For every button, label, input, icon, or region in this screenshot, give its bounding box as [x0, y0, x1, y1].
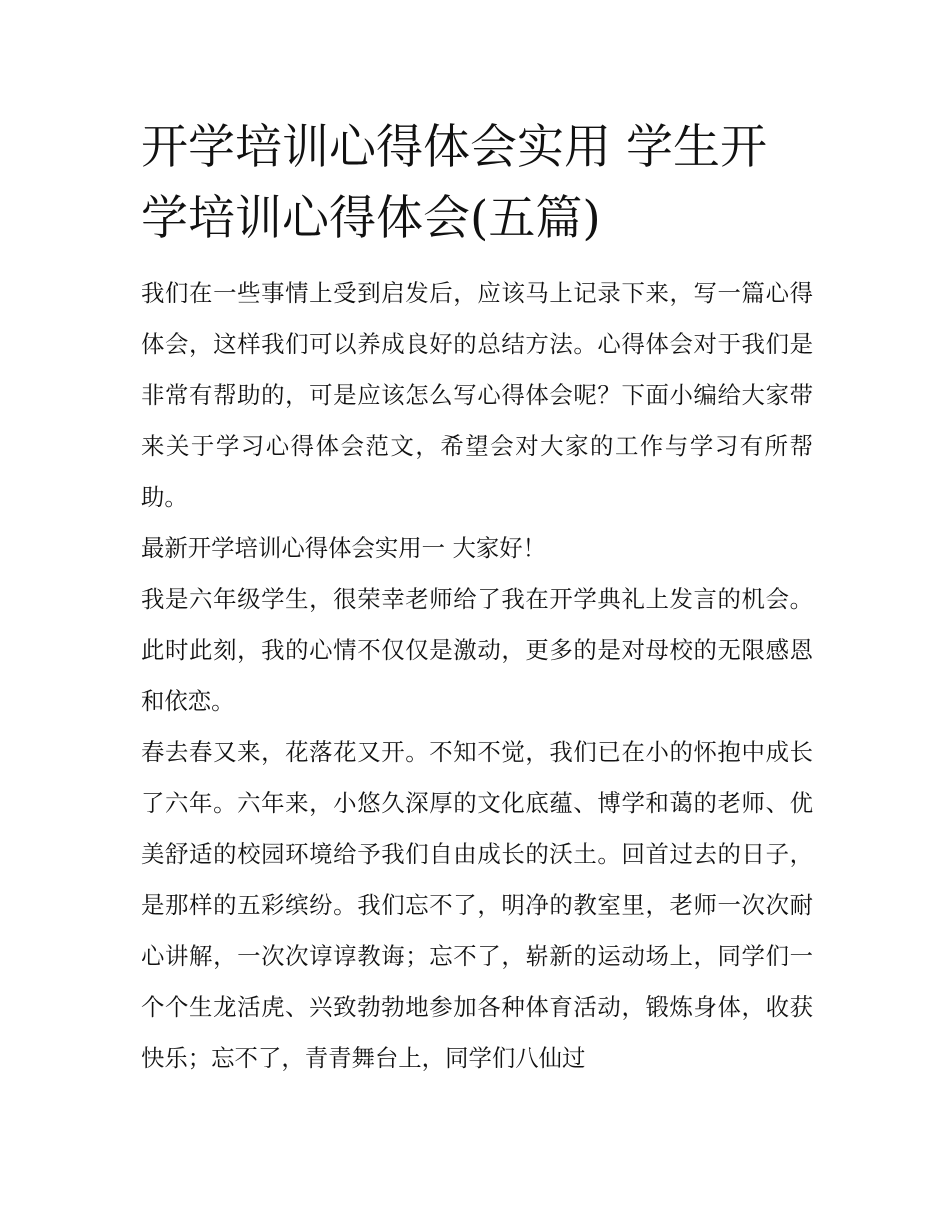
- section-heading-paragraph: 最新开学培训心得体会实用一 大家好！: [141, 534, 547, 562]
- body-paragraph: 春去春又来，花落花又开。不知不觉，我们已在小的怀抱中成长了六年。六年来，小悠久深厚的文化底蕴、博学和蔼的老师、优美舒适的校园环境给予我们自由成长的沃土。回首过去的日子，是那样的五彩缤纷。我们忘不了，明净的教室里，老师一次次耐心讲解，一次次谆谆教诲；忘不了，崭新的运动场上，同学们一个个生龙活虎、兴致勃勃地参加各种体育活动，锻炼身体，收获快乐；忘不了，青青舞台上，同学们八仙过: [141, 738, 813, 1072]
- body-paragraph: 我是六年级学生，很荣幸老师给了我在开学典礼上发言的机会。此时此刻，我的心情不仅仅是激动，更多的是对母校的无限感恩和依恋。: [141, 585, 813, 715]
- intro-paragraph: 我们在一些事情上受到启发后，应该马上记录下来，写一篇心得体会，这样我们可以养成良好的总结方法。心得体会对于我们是非常有帮助的，可是应该怎么写心得体会呢？下面小编给大家带来关于学习心得体会范文，希望会对大家的工作与学习有所帮助。: [141, 279, 813, 511]
- document-title: 开学培训心得体会实用 学生开学培训心得体会(五篇): [141, 120, 767, 246]
- document-content: [141, 112, 813, 1084]
- document-body: [141, 268, 813, 1084]
